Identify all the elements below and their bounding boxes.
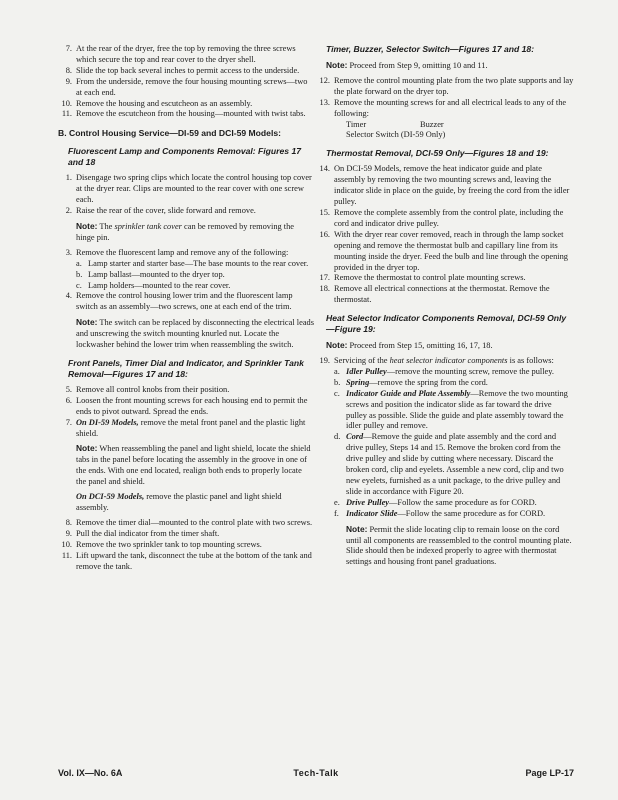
step-item: 19. Servicing of the heat selector indicator components is as follows:: [319, 356, 554, 366]
step-item: 11. Lift upward the tank, disconnect the tube at the bottom of the tank and remove the tank.: [61, 550, 312, 571]
right-column: [316, 44, 574, 572]
step-item: 6. Loosen the front mounting screws for each housing end to permit the ends to pivot outward. Spread the ends.: [65, 395, 308, 416]
section-heading: B. Control Housing Service—DI-59 and DCI-59 Models:: [58, 128, 281, 139]
list-item: Timer: [346, 119, 367, 129]
sub-step: a. Idler Pulley—remove the mounting screw, remove the pulley.: [334, 366, 555, 376]
model-note: On DCI-59 Models, remove the plastic panel and light shield assembly.: [76, 492, 282, 512]
sub-step: a. Lamp starter and starter base—The base mounts to the rear cover.: [76, 258, 309, 268]
list-item: Buzzer: [420, 119, 444, 129]
step-item: 8. Slide the top back several inches to permit access to the underside.: [65, 65, 300, 75]
subsection-heading: Front Panels, Timer Dial and Indicator, and Sprinkler Tank Removal—Figures 17 and 18:: [68, 357, 304, 379]
note: Note: Proceed from Step 9, omitting 10 and 11.: [326, 60, 488, 70]
page-footer: [58, 768, 574, 782]
subsection-heading: Thermostat Removal, DCI-59 Only—Figures 18 and 19:: [326, 148, 549, 159]
note: Note: Proceed from Step 15, omitting 16, 17, 18.: [326, 340, 493, 351]
step-item: 7. On DI-59 Models, remove the metal front panel and the plastic light shield.: [65, 417, 306, 438]
step-item: 10. Remove the housing and escutcheon as an assembly.: [61, 98, 253, 108]
volume-label: Vol. IX—No. 6A: [58, 768, 123, 778]
step-item: 12. Remove the control mounting plate from the two plate supports and lay the plate forward on the dryer top.: [319, 75, 574, 96]
step-item: 9. Pull the dial indicator from the timer shaft.: [65, 528, 220, 538]
publication-title: Tech-Talk: [293, 768, 339, 778]
step-item: 5. Remove all control knobs from their position.: [65, 384, 230, 394]
note: Note: When reassembling the panel and light shield, locate the shield tabs in the panel before locating the assembly in the groove in one of the ends. With one end located, realign both ends to properly locate the panel and shield.: [76, 443, 311, 487]
step-item: 10. Remove the two sprinkler tank to top mounting screws.: [61, 539, 262, 549]
step-item: 1. Disengage two spring clips which locate the control housing top cover at the dryer rear. Clips are mounted to the rear cover with one screw each.: [65, 173, 312, 205]
sub-step: b. Lamp ballast—mounted to the dryer top.: [76, 269, 225, 279]
step-item: 7. At the rear of the dryer, free the top by removing the three screws which secure the top and rear cover to the dryer shell.: [65, 44, 296, 64]
step-item: 13. Remove the mounting screws for and all electrical leads to any of the following:: [319, 97, 567, 118]
subsection-heading: Timer, Buzzer, Selector Switch—Figures 17 and 18:: [326, 44, 535, 54]
left-column: [58, 44, 314, 572]
sub-step: b. Spring—remove the spring from the cord.: [334, 377, 488, 387]
list-item: Selector Switch (DI-59 Only): [346, 130, 446, 140]
sub-step: d. Cord—Remove the guide and plate assembly and the cord and drive pulley, Steps 14 and 15. Remove the broken cord from the drive pulley and slide by cutting where necessary. Discard the broken cord, clip and eyelets. Assemble a new cord, clip and two new eyelets, furnished as a unit package, to the drive pulley and slide in accordance with Figure 20.: [334, 432, 564, 496]
sub-step: c. Indicator Guide and Plate Assembly—Remove the two mounting screws and position the indicator slide as far toward the drive pulley as possible. Slide the guide and plate assembly toward the idler pulley and remove.: [334, 388, 568, 431]
step-item: 16. With the dryer rear cover removed, reach in through the lamp socket opening and remove the thermostat bulb and capillary line from its mounting inside the dryer. Feed the bulb and line through the opening provided in the dryer top.: [319, 229, 568, 272]
step-item: 14. On DCI-59 Models, remove the heat indicator guide and plate assembly by removing the two mounting screws and, leaving the indicator slide in place on the guide, by freeing the cord from the idler pulley.: [319, 164, 570, 207]
subsection-heading: Heat Selector Indicator Components Removal, DCI-59 Only—Figure 19:: [326, 313, 567, 335]
note: Note: The sprinkler tank cover can be removed by removing the hinge pin.: [76, 220, 295, 242]
step-item: 8. Remove the timer dial—mounted to the control plate with two screws.: [65, 517, 313, 527]
step-item: 4. Remove the control housing lower trim and the fluorescent lamp switch as an assembly—two screws, one at each end of the trim.: [65, 291, 293, 312]
note: Note: Permit the slide locating clip to remain loose on the cord until all components are reassembled to the control mounting plate. Slide should then be indexed properly to agree with thermostat settings and housing front panel graduations.: [346, 523, 572, 567]
step-item: 11. Remove the escutcheon from the housing—mounted with twist tabs.: [61, 109, 306, 119]
component-list: [316, 120, 574, 142]
step-item: 15. Remove the complete assembly from the control plate, including the cord and indicator drive pulley.: [319, 207, 564, 228]
sub-step: c. Lamp holders—mounted to the rear cover.: [76, 280, 231, 290]
subsection-heading: Fluorescent Lamp and Components Removal: Figures 17 and 18: [68, 146, 302, 168]
sub-step: f. Indicator Slide—Follow the same procedure as for CORD.: [334, 508, 546, 518]
step-item: 2. Raise the rear of the cover, slide forward and remove.: [65, 206, 256, 216]
note: Note: The switch can be replaced by disconnecting the electrical leads and unscrewing the switch mounting knurled nut. Locate the lockwasher behind the lower trim when reassembling the switch.: [76, 317, 314, 350]
step-item: 18. Remove all electrical connections at the thermostat. Remove the thermostat.: [319, 284, 550, 305]
step-item: 3. Remove the fluorescent lamp and remove any of the following:: [65, 247, 289, 257]
sub-step: e. Drive Pulley—Follow the same procedure as for CORD.: [334, 497, 537, 507]
step-item: 17. Remove the thermostat to control plate mounting screws.: [319, 273, 526, 283]
step-item: 9. From the underside, remove the four housing mounting screws—two at each end.: [65, 76, 308, 97]
page-number: Page LP-17: [525, 768, 574, 778]
